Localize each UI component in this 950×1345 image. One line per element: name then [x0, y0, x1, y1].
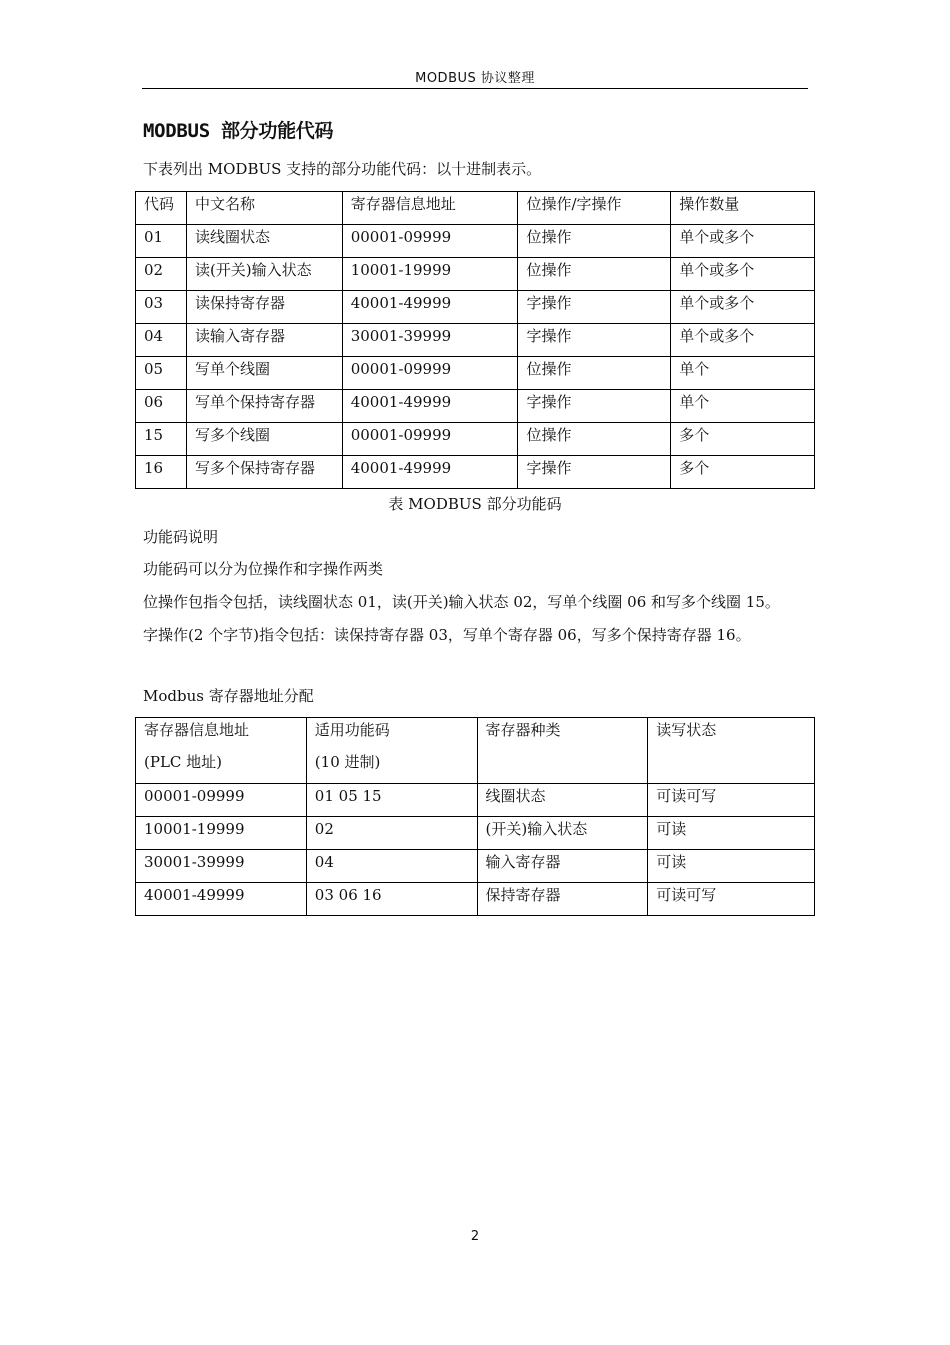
- table-cell: 02: [136, 258, 187, 291]
- table-cell: 单个或多个: [671, 225, 815, 258]
- table-cell: 单个或多个: [671, 258, 815, 291]
- table-cell: 写单个保持寄存器: [186, 390, 342, 423]
- table-row: [136, 817, 815, 850]
- table-cell: 05: [136, 357, 187, 390]
- table-cell: 40001-49999: [136, 883, 307, 916]
- table-row: [136, 850, 815, 883]
- table-cell: 02: [306, 817, 477, 850]
- table-row: [136, 784, 815, 817]
- table-cell: 输入寄存器: [477, 850, 648, 883]
- table-row: [136, 225, 815, 258]
- intro-text: 下表列出 MODBUS 支持的部分功能代码：以十进制表示。: [143, 160, 542, 178]
- table-row: [136, 883, 815, 916]
- table-cell: 30001-39999: [136, 850, 307, 883]
- table-cell: 位操作: [518, 357, 671, 390]
- table-cell: 00001-09999: [342, 357, 518, 390]
- table-cell: 单个或多个: [671, 291, 815, 324]
- table-cell: 字操作: [518, 291, 671, 324]
- table-cell: 字操作: [518, 456, 671, 489]
- table-row: [136, 390, 815, 423]
- register-address-table: [135, 717, 815, 916]
- table-cell: 位操作: [518, 258, 671, 291]
- table-cell: 16: [136, 456, 187, 489]
- header-cell: 操作数量: [671, 192, 815, 225]
- paragraph: 位操作包指令包括，读线圈状态 01，读(开关)输入状态 02，写单个线圈 06 和写多个线圈 15。: [143, 593, 780, 611]
- page-header: MODBUS 协议整理: [415, 71, 535, 86]
- table-header-row: [136, 192, 815, 225]
- header-cell: [136, 718, 307, 784]
- table-cell: 写单个线圈: [186, 357, 342, 390]
- table-cell: 03: [136, 291, 187, 324]
- table-row: [136, 456, 815, 489]
- table-cell: 读保持寄存器: [186, 291, 342, 324]
- table-cell: 读输入寄存器: [186, 324, 342, 357]
- table-cell: 10001-19999: [136, 817, 307, 850]
- header-cell: 寄存器信息地址: [342, 192, 518, 225]
- table-row: [136, 357, 815, 390]
- table-cell: 30001-39999: [342, 324, 518, 357]
- table-cell: 可读可写: [648, 883, 815, 916]
- table-header-row: [136, 718, 815, 784]
- table-cell: 可读可写: [648, 784, 815, 817]
- table-cell: 00001-09999: [136, 784, 307, 817]
- table-cell: 读线圈状态: [186, 225, 342, 258]
- table-cell: 04: [306, 850, 477, 883]
- table-cell: 00001-09999: [342, 423, 518, 456]
- header-cell: [306, 718, 477, 784]
- table-row: [136, 258, 815, 291]
- table-caption: 表 MODBUS 部分功能码: [388, 495, 562, 513]
- table-cell: 40001-49999: [342, 291, 518, 324]
- header-cell: [477, 718, 648, 784]
- table-cell: 读(开关)输入状态: [186, 258, 342, 291]
- table-cell: 保持寄存器: [477, 883, 648, 916]
- paragraph: 功能码可以分为位操作和字操作两类: [143, 560, 384, 578]
- header-cell: 代码: [136, 192, 187, 225]
- table-cell: 字操作: [518, 324, 671, 357]
- table-cell: 写多个线圈: [186, 423, 342, 456]
- table-cell: 10001-19999: [342, 258, 518, 291]
- table-cell: 单个或多个: [671, 324, 815, 357]
- table-cell: 03 06 16: [306, 883, 477, 916]
- table-cell: 多个: [671, 456, 815, 489]
- table-cell: 15: [136, 423, 187, 456]
- paragraph-heading: Modbus 寄存器地址分配: [143, 687, 314, 705]
- table-row: [136, 291, 815, 324]
- table-cell: 多个: [671, 423, 815, 456]
- table-cell: 01: [136, 225, 187, 258]
- header-line: (PLC 地址): [144, 753, 223, 771]
- paragraph: 字操作(2 个字节)指令包括：读保持寄存器 03，写单个寄存器 06，写多个保持寄存器 16。: [143, 626, 751, 644]
- table-cell: 单个: [671, 390, 815, 423]
- header-line: 寄存器信息地址: [144, 721, 250, 739]
- table-cell: 单个: [671, 357, 815, 390]
- table-cell: (开关)输入状态: [477, 817, 648, 850]
- table-cell: 06: [136, 390, 187, 423]
- header-line: 适用功能码: [314, 721, 390, 739]
- table-cell: 04: [136, 324, 187, 357]
- table-cell: 可读: [648, 817, 815, 850]
- header-rule: [142, 88, 808, 89]
- table-cell: 40001-49999: [342, 390, 518, 423]
- table-cell: 位操作: [518, 423, 671, 456]
- table-cell: 00001-09999: [342, 225, 518, 258]
- table-cell: 线圈状态: [477, 784, 648, 817]
- header-line: (10 进制): [314, 753, 381, 771]
- header-cell: [648, 718, 815, 784]
- header-cell: 位操作/字操作: [518, 192, 671, 225]
- table-cell: 01 05 15: [306, 784, 477, 817]
- table-cell: 可读: [648, 850, 815, 883]
- header-line: 读写状态: [656, 721, 717, 739]
- table-row: [136, 324, 815, 357]
- paragraph-heading: 功能码说明: [143, 528, 219, 546]
- table-cell: 字操作: [518, 390, 671, 423]
- table-cell: 写多个保持寄存器: [186, 456, 342, 489]
- table-cell: 位操作: [518, 225, 671, 258]
- table-cell: 40001-49999: [342, 456, 518, 489]
- header-cell: 中文名称: [186, 192, 342, 225]
- section-title: MODBUS 部分功能代码: [143, 120, 334, 142]
- page-number: 2: [470, 1229, 480, 1244]
- table-row: [136, 423, 815, 456]
- function-code-table: [135, 191, 815, 489]
- header-line: 寄存器种类: [485, 721, 561, 739]
